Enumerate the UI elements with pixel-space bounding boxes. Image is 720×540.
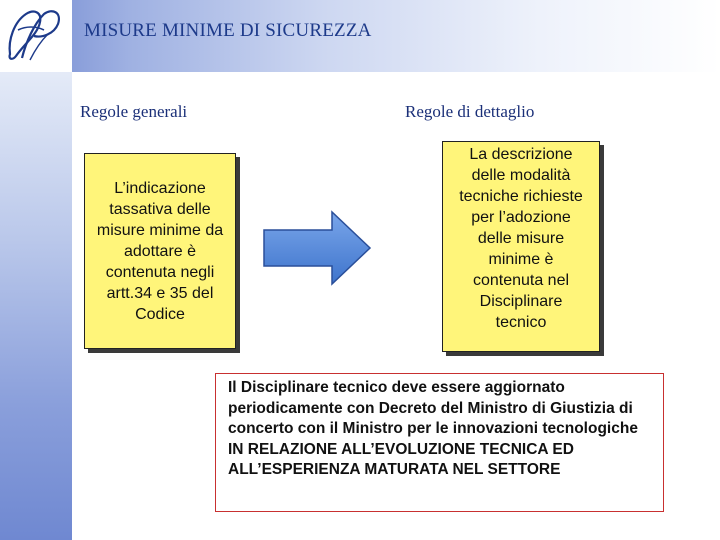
general-rules-box [84, 153, 236, 349]
heading-general-rules: Regole generali [80, 102, 188, 121]
dp-monogram-logo [0, 0, 72, 72]
heading-detail-rules: Regole di dettaglio [405, 102, 535, 121]
detail-rules-box [442, 141, 600, 352]
right-arrow-icon [262, 208, 374, 293]
sidebar-gradient-band [0, 0, 72, 540]
update-note-text: Il Disciplinare tecnico deve essere aggiornato periodicamente con Decreto del Ministro di Giustizia di concerto con il Ministro per le innovazioni tecnologiche IN RELAZIONE ALL’EVOLUZIONE TECNICA ED ALL’ESPERIENZA MATURATA NEL SETTORE [228, 379, 638, 478]
general-rules-text: L’indicazione tassativa delle misure minime da adottare è contenuta negli artt.34 e 35 del Codice [96, 179, 224, 323]
update-note-box [215, 373, 664, 512]
page-title: MISURE MINIME DI SICUREZZA [84, 20, 372, 41]
detail-rules-text: La descrizione delle modalità tecniche richieste per l’adozione delle misure minime è contenuta nel Disciplinare tecnico [459, 146, 583, 331]
